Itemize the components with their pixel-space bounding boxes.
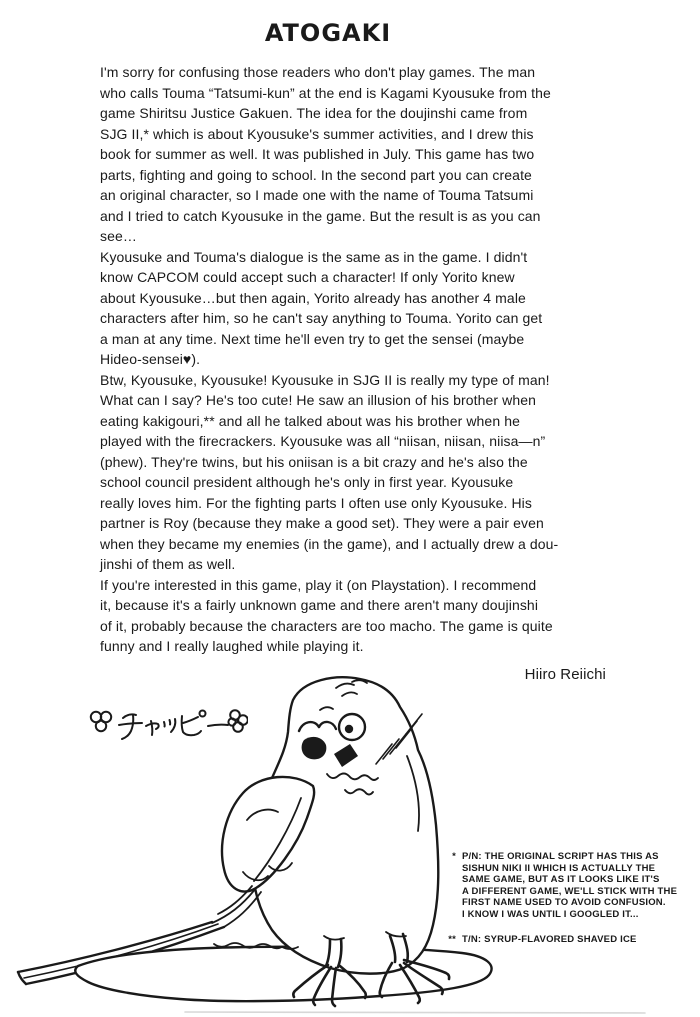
text-line: see… xyxy=(100,228,137,244)
note-text xyxy=(462,934,637,946)
note-item xyxy=(441,851,693,921)
text-line: parts, fighting and going to school. In the second part you can create xyxy=(100,166,532,183)
text-line: characters after him, so he can't say anything to Touma. Yorito can get xyxy=(100,310,543,326)
text-line: who calls Touma “Tatsumi-kun” at the end is Kagami Kyousuke from the xyxy=(100,84,551,101)
text-line: eating kakigouri,** and all he talked about was his brother when he xyxy=(100,412,520,429)
note-line: T/N: SYRUP-FLAVORED SHAVED ICE xyxy=(462,933,637,945)
text-line: Hideo-sensei♥). xyxy=(100,351,201,367)
paragraph xyxy=(100,247,620,370)
text-line: jinshi of them as well. xyxy=(100,556,236,572)
note-item xyxy=(441,934,693,946)
paragraph xyxy=(100,62,620,247)
text-line: (phew). They're twins, but his oniisan is a bit crazy and he's also the xyxy=(100,453,528,470)
afterword-text xyxy=(100,62,620,685)
text-line: a man at any time. Next time he'll even try to get the sensei (maybe xyxy=(100,330,525,347)
text-line: it, because it's a fairly unknown game and there aren't many doujinshi xyxy=(100,597,539,613)
note-line: SISHUN NIKI II WHICH IS ACTUALLY THE xyxy=(462,862,656,874)
translator-notes xyxy=(441,851,693,958)
note-line: P/N: THE ORIGINAL SCRIPT HAS THIS AS xyxy=(462,851,659,862)
note-line: I KNOW I WAS UNTIL I GOOGLED IT... xyxy=(462,908,639,920)
note-marker: ** xyxy=(448,933,456,945)
note-line: SAME GAME, BUT AS IT LOOKS LIKE IT'S xyxy=(462,874,660,886)
text-line: partner is Roy (because they make a good set). They were a pair even xyxy=(100,515,544,531)
note-text xyxy=(462,851,677,921)
note-line: A DIFFERENT GAME, WE'LL STICK WITH THE xyxy=(462,885,678,897)
text-line: book for summer as well. It was published in July. This game has two xyxy=(100,146,535,162)
paragraph xyxy=(100,370,620,575)
note-line: FIRST NAME USED TO AVOID CONFUSION. xyxy=(462,897,666,909)
paragraph xyxy=(100,575,620,657)
text-line: SJG II,* which is about Kyousuke's summer activities, and I drew this xyxy=(100,125,534,142)
text-line: school council president although he's only in first year. Kyousuke xyxy=(100,474,514,490)
bird-drawing xyxy=(0,660,700,1017)
text-line: If you're interested in this game, play it (on Playstation). I recommend xyxy=(100,576,537,593)
text-line: an original character, so I made one with the name of Touma Tatsumi xyxy=(100,187,534,203)
author-signature: Hiiro Reiichi xyxy=(524,665,606,683)
text-line: Btw, Kyousuke, Kyousuke! Kyousuke in SJG II is really my type of man! xyxy=(100,371,550,388)
afterword-paragraphs xyxy=(100,62,620,657)
note-marker: * xyxy=(452,851,456,862)
text-line: Kyousuke and Touma's dialogue is the same as in the game. I didn't xyxy=(100,248,528,265)
text-line: really loves him. For the fighting parts I often use only Kyousuke. His xyxy=(100,494,532,511)
text-line: about Kyousuke…but then again, Yorito already has another 4 male xyxy=(100,289,526,306)
text-line: know CAPCOM could accept such a character! If only Yorito knew xyxy=(100,269,515,285)
text-line: I'm sorry for confusing those readers who don't play games. The man xyxy=(100,64,536,80)
text-line: when they became my enemies (in the game), and I actually drew a dou- xyxy=(100,535,559,552)
ground-mound xyxy=(75,947,491,1001)
text-line: funny and I really laughed while playing it. xyxy=(100,638,364,654)
text-line: game Shiritsu Justice Gakuen. The idea for the doujinshi came from xyxy=(100,105,528,121)
text-line: played with the firecrackers. Kyousuke was all “niisan, niisan, niisa—n” xyxy=(100,433,546,449)
text-line: and I tried to catch Kyousuke in the game. But the result is as you can xyxy=(100,207,541,224)
page-title: ATOGAKI xyxy=(264,19,392,47)
bottom-edge-line xyxy=(185,1012,645,1013)
text-line: of it, probably because the characters are too macho. The game is quite xyxy=(100,617,553,634)
text-line: What can I say? He's too cute! He saw an illusion of his brother when xyxy=(100,392,537,408)
